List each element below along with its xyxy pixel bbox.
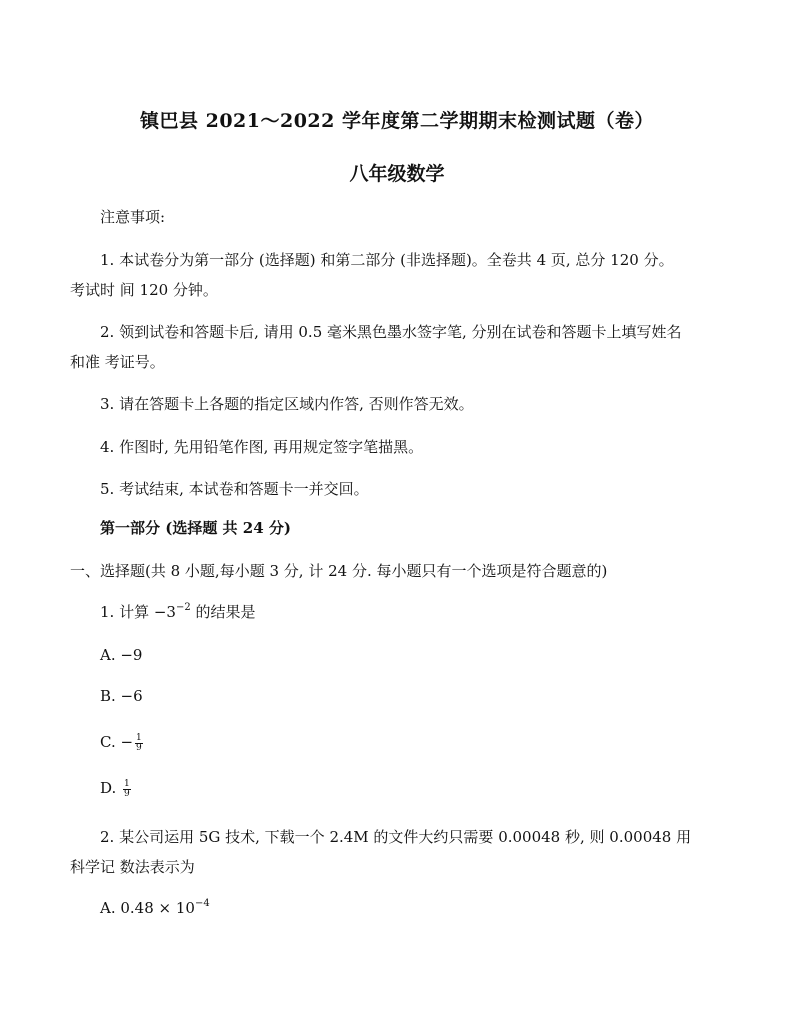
note-2-line-1: 2. 领到试卷和答题卡后, 请用 0.5 毫米黑色墨水签字笔, 分别在试卷和答题卡上填写姓名 <box>100 323 682 341</box>
exam-subtitle: 八年级数学 <box>349 163 445 185</box>
question-1-suffix: 的结果是 <box>190 603 256 621</box>
notes-heading: 注意事项: <box>100 208 166 226</box>
option-d-denominator: 9 <box>124 788 130 799</box>
option-c-label: C. − <box>100 733 134 751</box>
question-1-prefix: 1. 计算 <box>100 603 154 621</box>
question-1-expr-exponent: −2 <box>175 602 191 613</box>
question-2-option-a-base: A. 0.48 × 10 <box>100 899 195 917</box>
note-4: 4. 作图时, 先用铅笔作图, 再用规定签字笔描黑。 <box>100 438 424 456</box>
part1-heading: 第一部分 (选择题 共 24 分) <box>100 519 291 537</box>
option-d-fraction <box>123 780 131 799</box>
note-5: 5. 考试结束, 本试卷和答题卡一并交回。 <box>100 480 369 498</box>
note-3: 3. 请在答题卡上各题的指定区域内作答, 否则作答无效。 <box>100 395 474 413</box>
option-d-label: D. <box>100 779 122 797</box>
option-d-numerator: 1 <box>124 778 130 789</box>
note-1-line-1: 1. 本试卷分为第一部分 (选择题) 和第二部分 (非选择题)。全卷共 4 页, 总分 120 分。 <box>100 251 674 269</box>
question-1-option-d <box>100 779 131 799</box>
question-2-stem-line-2: 科学记 数法表示为 <box>70 858 195 876</box>
section1-heading: 一、选择题(共 8 小题,每小题 3 分, 计 24 分. 每小题只有一个选项是符合题意的) <box>70 562 608 580</box>
question-2-option-a-exponent: −4 <box>194 898 210 909</box>
question-1-stem <box>100 601 256 622</box>
question-1-option-a: A. −9 <box>100 646 143 664</box>
exam-title: 镇巴县 2021～2022 学年度第二学期期末检测试题（卷） <box>140 110 654 132</box>
note-1-line-2: 考试时 间 120 分钟。 <box>70 281 218 299</box>
question-1-option-c <box>100 733 143 753</box>
question-2-stem-line-1: 2. 某公司运用 5G 技术, 下载一个 2.4M 的文件大约只需要 0.00048 秒, 则 0.00048 用 <box>100 828 692 846</box>
note-2-line-2: 和准 考证号。 <box>70 353 165 371</box>
option-c-fraction <box>135 734 143 753</box>
option-c-denominator: 9 <box>136 742 142 753</box>
option-c-numerator: 1 <box>136 732 142 743</box>
question-2-option-a <box>100 899 210 917</box>
question-1-option-b: B. −6 <box>100 687 143 705</box>
question-1-expr-base: −3 <box>153 603 176 621</box>
